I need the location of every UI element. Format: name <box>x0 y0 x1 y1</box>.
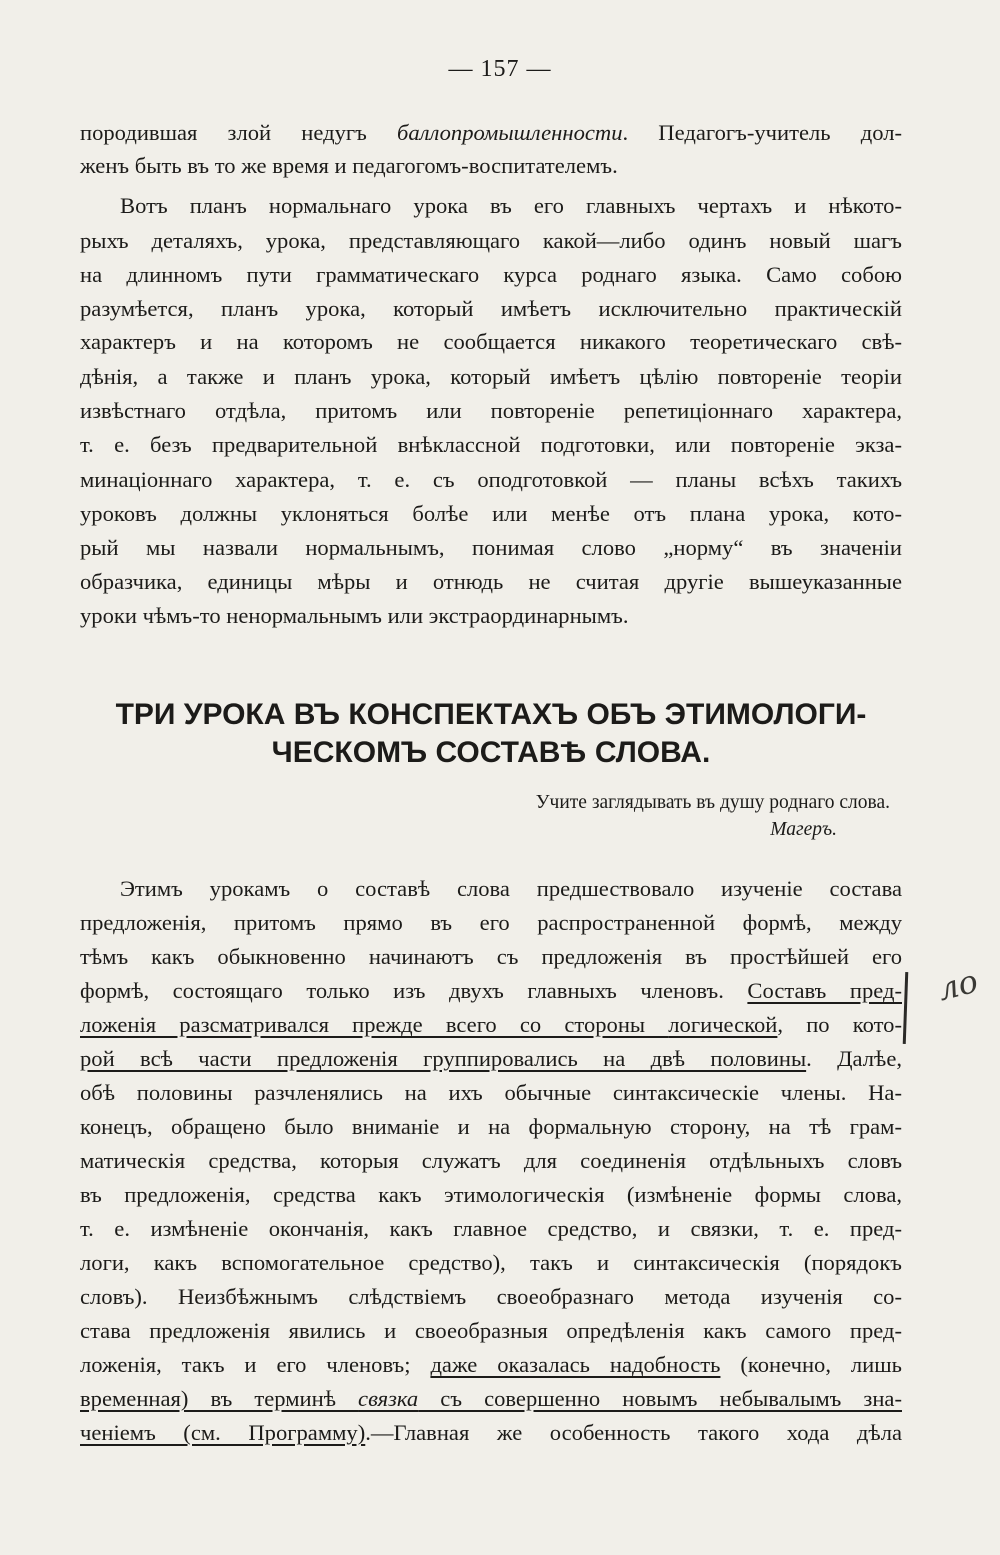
text-line: уроки чѣмъ-то ненормальнымъ или экстраординарнымъ. <box>80 603 629 628</box>
text-line <box>80 1384 902 1414</box>
underlined-phrase: временная) въ терминѣ <box>80 1386 359 1411</box>
page-number: — 157 — <box>448 56 552 82</box>
underlined-phrase: ложенія разсматривался прежде всего со стороны <box>80 1012 669 1037</box>
text-line: става предложенія явились и своеобразныя опредѣленія какъ самого пред- <box>80 1318 902 1343</box>
text-line: образчика, единицы мѣры и отнюдь не считая другіе вышеуказанные <box>80 569 902 594</box>
underlined-phrase: Составъ пред- <box>747 978 902 1003</box>
underlined-phrase: логической <box>668 1012 778 1037</box>
text-line: матическія средства, которыя служатъ для соединенія отдѣльныхъ словъ <box>80 1148 902 1173</box>
text-line: женъ быть въ то же время и педагогомъ-воспитателемъ. <box>80 153 618 178</box>
text-line: т. е. измѣненіе окончанія, какъ главное средство, и связки, т. е. пред- <box>80 1216 902 1241</box>
section-title-line: ТРИ УРОКА ВЪ КОНСПЕКТАХЪ ОБЪ ЭТИМОЛОГИ- <box>115 698 867 731</box>
text-line: обѣ половины разчленялись на ихъ обычные синтаксическіе члены. На- <box>80 1080 902 1105</box>
text-line: конецъ, обращено было вниманіе и на формальную сторону, на тѣ грам- <box>80 1114 902 1139</box>
text-line: логи, какъ вспомогательное средство), такъ и синтаксическія (порядокъ <box>80 1250 902 1275</box>
text-line: предложенія, притомъ прямо въ его распространенной формѣ, между <box>80 910 902 935</box>
epigraph-author: Магеръ. <box>770 819 837 840</box>
text-line: породившая злой недугъ баллопромышленности. Педагогъ-учитель дол- <box>80 120 902 145</box>
text-line: характеръ и на которомъ не сообщается никакого теоретическаго свѣ- <box>80 329 902 354</box>
text-line: ченіемъ (см. Программу).—Главная же особенность такого хода дѣла <box>80 1420 903 1445</box>
text-line: ложенія разсматривался прежде всего со стороны логической, по кото- <box>80 1012 902 1037</box>
section-title-line: ЧЕСКОМЪ СОСТАВѢ СЛОВА. <box>271 736 711 769</box>
underlined-phrase: рой всѣ части предложенія группировались на двѣ половины <box>80 1046 807 1071</box>
text-line: уроковъ должны уклоняться болѣе или менѣе отъ плана урока, кото- <box>80 501 902 526</box>
text-line: извѣстнаго отдѣла, притомъ или повтореніе репетиціоннаго характера, <box>80 398 902 423</box>
text-line: Этимъ урокамъ о составѣ слова предшествовало изученіе состава <box>120 876 902 901</box>
text-line: на длинномъ пути грамматическаго курса роднаго языка. Само собою <box>80 262 902 287</box>
text-line: тѣмъ какъ обыкновенно начинаютъ съ предложенія въ простѣйшей его <box>80 944 902 969</box>
text-line: Вотъ планъ нормальнаго урока въ его главныхъ чертахъ и нѣкото- <box>120 193 902 218</box>
underlined-term: связка <box>358 1386 419 1411</box>
text-line: рой всѣ части предложенія группировались на двѣ половины. Далѣе, <box>80 1046 902 1071</box>
text-line: рый мы назвали нормальнымъ, понимая слово „норму“ въ значеніи <box>80 535 902 560</box>
text-line: дѣнія, а также и планъ урока, который имѣетъ цѣлію повтореніе теоріи <box>80 364 902 389</box>
emphasized-term: баллопромышленности <box>396 120 623 145</box>
text-line: разумѣется, планъ урока, который имѣетъ исключительно практическій <box>80 296 902 321</box>
handwritten-margin-note: ло <box>933 961 982 1009</box>
text-line: т. е. безъ предварительной внѣклассной подготовки, или повтореніе экза- <box>80 432 902 457</box>
underlined-phrase: даже оказалась надобность <box>430 1352 721 1377</box>
text-line: минаціоннаго характера, т. е. съ оподготовкой — планы всѣхъ такихъ <box>80 467 902 492</box>
text-line: въ предложенія, средства какъ этимологическія (измѣненіе формы слова, <box>80 1182 902 1207</box>
text-line: рыхъ деталяхъ, урока, представляющаго какой—либо одинъ новый шагъ <box>80 228 902 253</box>
underlined-phrase: ченіемъ (см. Программу) <box>80 1420 366 1445</box>
text-line: словъ). Неизбѣжнымъ слѣдствіемъ своеобразнаго метода изученія со- <box>80 1284 902 1309</box>
text-line: ложенія, такъ и его членовъ; даже оказалась надобность (конечно, лишь <box>80 1352 902 1377</box>
underlined-phrase: съ совершенно новымъ небывалымъ зна- <box>418 1386 902 1411</box>
margin-pencil-line <box>903 972 909 1044</box>
epigraph-text: Учите заглядывать въ душу роднаго слова. <box>535 792 890 813</box>
text-line: формѣ, состоящаго только изъ двухъ главныхъ членовъ. Составъ пред- <box>80 978 902 1003</box>
